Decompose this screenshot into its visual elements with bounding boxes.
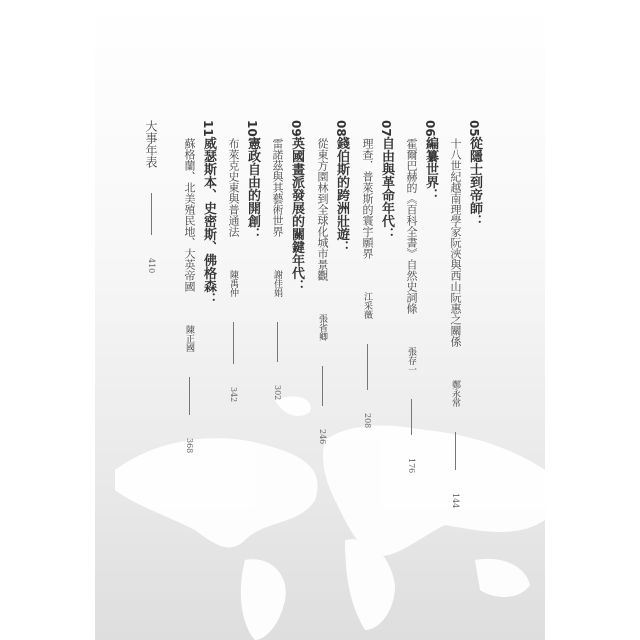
toc-entry-subline	[269, 138, 285, 400]
entry-title: 英國畫派發展的關鍵年代：	[289, 136, 304, 293]
entry-title: 威瑟斯本、史密斯、佛格森：	[201, 136, 216, 306]
entry-author: 張存一	[406, 347, 416, 374]
leader-line	[277, 322, 278, 362]
entry-subtitle: 蘇格蘭、北美殖民地、大英帝國	[183, 138, 196, 292]
entry-title: 從隱士到帝師：	[467, 136, 482, 228]
entry-author: 陳正國	[184, 325, 194, 352]
entry-number: 11	[201, 120, 215, 137]
toc-entry[interactable]	[378, 120, 394, 241]
toc-entry-subline	[403, 138, 419, 473]
entry-author: 陳禹仲	[228, 270, 238, 297]
entry-number: 10	[245, 120, 259, 137]
entry-number: 09	[289, 120, 303, 137]
toc-entry-chronology[interactable]	[143, 120, 159, 273]
leader-line	[367, 344, 368, 390]
entry-number: 08	[334, 120, 348, 137]
entry-page: 176	[407, 458, 416, 474]
leader-line	[151, 193, 152, 235]
entry-subtitle: 理查．普萊斯的寰宇願界	[361, 138, 374, 259]
book-page	[95, 0, 545, 640]
toc-entry[interactable]	[333, 120, 349, 254]
toc-entry[interactable]	[466, 120, 482, 228]
entry-number: 06	[423, 120, 437, 137]
entry-title: 大事年表	[144, 120, 158, 168]
entry-title: 編纂世界：	[423, 136, 438, 202]
entry-author: 張省卿	[317, 314, 327, 341]
leader-line	[189, 377, 190, 415]
entry-subtitle: 十八世紀越南理學家阮浹與西山阮惠之關係	[449, 138, 462, 347]
entry-subtitle: 雷諾茲與其藝術世界	[271, 138, 284, 237]
toc-entry-subline	[359, 138, 375, 428]
entry-page: 410	[147, 258, 156, 274]
toc-entry[interactable]	[288, 120, 304, 293]
entry-number: 07	[379, 120, 393, 137]
leader-line	[411, 399, 412, 435]
toc-entry-subline	[314, 138, 330, 444]
entry-subtitle: 從東方園林到全球化城市景觀	[316, 138, 329, 281]
entry-page: 368	[185, 438, 194, 454]
leader-line	[233, 322, 234, 364]
entry-page: 302	[273, 385, 282, 401]
entry-page: 208	[363, 413, 372, 429]
entry-author: 江采薇	[362, 292, 372, 319]
entry-page: 144	[451, 493, 460, 509]
entry-subtitle: 布萊克史東與普通法	[227, 138, 240, 237]
toc-entry-subline	[447, 138, 463, 508]
toc-entry[interactable]	[422, 120, 438, 202]
leader-line	[455, 432, 456, 470]
entry-page: 342	[229, 387, 238, 403]
entry-title: 憲政自由的開創：	[245, 136, 260, 241]
toc-entry[interactable]	[200, 120, 216, 306]
entry-title: 自由與革命年代：	[379, 136, 394, 241]
entry-subtitle: 霍爾巴赫的《百科全書》自然史詞條	[405, 138, 418, 314]
entry-number: 05	[467, 120, 481, 137]
entry-page: 246	[318, 429, 327, 445]
toc-entry[interactable]	[244, 120, 260, 241]
toc-entry-subline	[181, 138, 197, 453]
entry-author: 鄭永常	[450, 380, 460, 407]
toc-entry-subline	[225, 138, 241, 402]
entry-title: 錢伯斯的跨洲壯遊：	[334, 136, 349, 254]
leader-line	[322, 366, 323, 406]
entry-author: 謝佳娟	[272, 270, 282, 297]
